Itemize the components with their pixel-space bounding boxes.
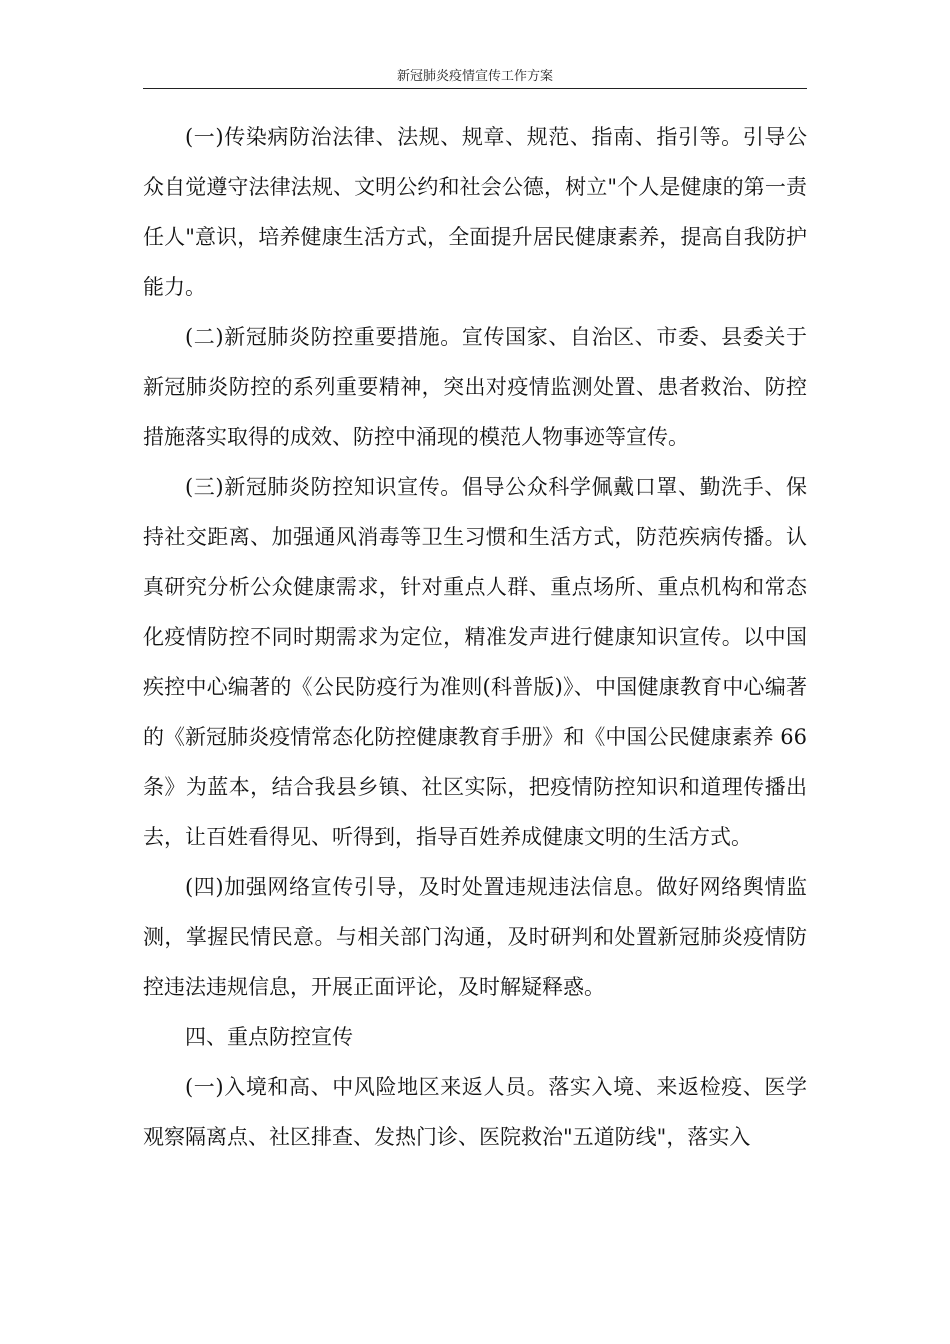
paragraph-inbound-returnees: (一)入境和高、中风险地区来返人员。落实入境、来返检疫、医学观察隔离点、社区排查、发热门诊、医院救治"五道防线"，落实入 <box>143 1075 807 1149</box>
page-header <box>143 66 807 89</box>
section-heading-key-prevention: 四、重点防控宣传 <box>185 1025 353 1049</box>
paragraph-law-regulations: (一)传染病防治法律、法规、规章、规范、指南、指引等。引导公众自觉遵守法律法规、文明公约和社会公德，树立"个人是健康的第一责任人"意识，培养健康生活方式，全面提升居民健康素养，提高自我防护能力。 <box>143 125 807 299</box>
paragraph-key-measures: (二)新冠肺炎防控重要措施。宣传国家、自治区、市委、县委关于新冠肺炎防控的系列重要精神，突出对疫情监测处置、患者救治、防控措施落实取得的成效、防控中涌现的模范人物事迹等宣传。 <box>143 325 807 449</box>
header-title: 新冠肺炎疫情宣传工作方案 <box>396 69 553 84</box>
paragraph-online-guidance: (四)加强网络宣传引导，及时处置违规违法信息。做好网络舆情监测，掌握民情民意。与相关部门沟通，及时研判和处置新冠肺炎疫情防控违法违规信息，开展正面评论，及时解疑释惑。 <box>143 875 807 999</box>
document-body <box>143 112 807 1162</box>
paragraph-knowledge-publicity: (三)新冠肺炎防控知识宣传。倡导公众科学佩戴口罩、勤洗手、保持社交距离、加强通风消毒等卫生习惯和生活方式，防范疾病传播。认真研究分析公众健康需求，针对重点人群、重点场所、重点机构和常态化疫情防控不同时期需求为定位，精准发声进行健康知识宣传。以中国疾控中心编著的《公民防疫行为准则(科普版)》、中国健康教育中心编著的《新冠肺炎疫情常态化防控健康教育手册》和《中国公民健康素养 66 条》为蓝本，结合我县乡镇、社区实际，把疫情防控知识和道理传播出去，让百姓看得见、听得到，指导百姓养成健康文明的生活方式。 <box>143 475 807 849</box>
